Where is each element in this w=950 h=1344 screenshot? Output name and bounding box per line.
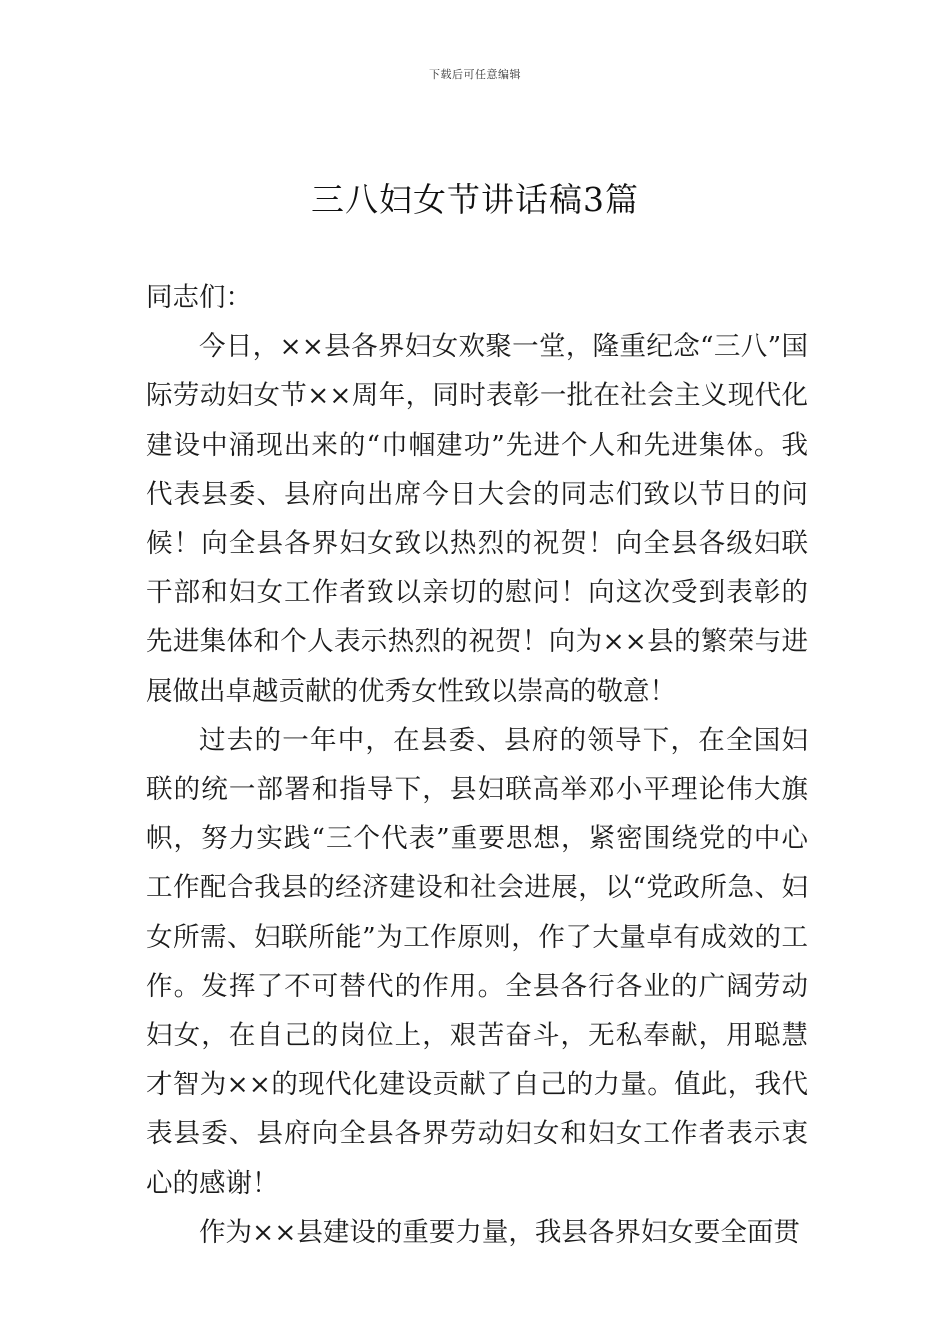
document-body [146,273,808,1257]
paragraph-1: 今日，××县各界妇女欢聚一堂，隆重纪念“三八”国际劳动妇女节××周年，同时表彰一批在社会主义现代化建设中涌现出来的“巾帼建功”先进个人和先进集体。我代表县委、县府向出席今日大会的同志们致以节日的问候！向全县各界妇女致以热烈的祝贺！向全县各级妇联干部和妇女工作者致以亲切的慰问！向这次受到表彰的先进集体和个人表示热烈的祝贺！向为××县的繁荣与进展做出卓越贡献的优秀女性致以崇高的敬意！ [146,331,808,707]
paragraph-2: 过去的一年中，在县委、县府的领导下，在全国妇联的统一部署和指导下，县妇联高举邓小平理论伟大旗帜，努力实践“三个代表”重要思想，紧密围绕党的中心工作配合我县的经济建设和社会进展，以“党政所急、妇女所需、妇联所能”为工作原则，作了大量卓有成效的工作。发挥了不可替代的作用。全县各行各业的广阔劳动妇女，在自己的岗位上，艰苦奋斗，无私奉献，用聪慧才智为××的现代化建设贡献了自己的力量。值此，我代表县委、县府向全县各界劳动妇女和妇女工作者表示衷心的感谢！ [146,724,808,1199]
salutation: 同志们： [146,282,252,313]
header-note: 下载后可任意编辑 [429,68,521,81]
paragraph-3: 作为××县建设的重要力量，我县各界妇女要全面贯 [199,1216,800,1248]
document-title: 三八妇女节讲话稿3篇 [311,180,639,219]
